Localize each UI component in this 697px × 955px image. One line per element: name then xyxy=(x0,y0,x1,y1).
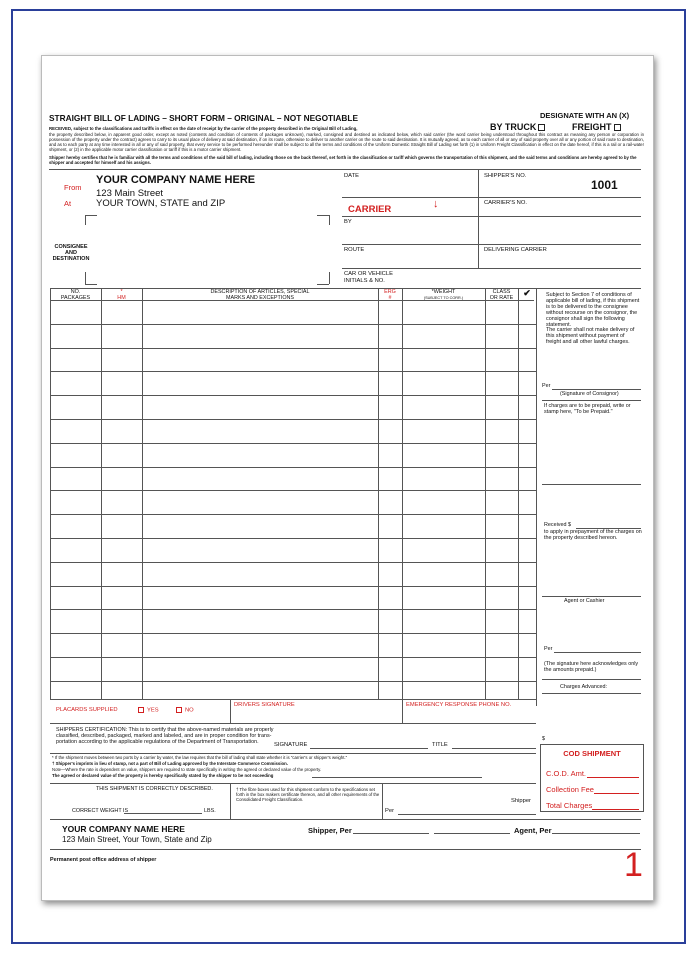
shipper-certifies: Shipper hereby certifies that he is familiar with all the terms and conditions of the said bill of lading, including those on the back thereof, set forth in the classification or tariff which governs the transportation of this shipment, and the said terms and conditions are hereby agreed to by the shipper and accepted for himself and his assigns. xyxy=(49,155,637,165)
yes-checkbox[interactable] xyxy=(138,707,144,713)
emergency-phone-label: EMERGENCY RESPONSE PHONE NO. xyxy=(406,702,512,708)
dollar-label: $ xyxy=(542,736,545,742)
by-label: BY xyxy=(344,219,352,225)
table-row-line xyxy=(50,657,536,658)
collection-fee-field[interactable] xyxy=(594,793,639,794)
table-row-line xyxy=(50,348,536,349)
placards-yes[interactable]: YES xyxy=(138,707,159,715)
cod-amount-label: C.O.D. Amt. xyxy=(546,769,587,778)
copy-number: 1 xyxy=(624,846,643,884)
title-label: TITLE xyxy=(432,742,448,748)
received-label: Received $ xyxy=(544,522,571,528)
prepaid-text: If charges are to be prepaid, write or stamp here, "To be Prepaid." xyxy=(544,403,631,415)
agent-per-label: Agent, Per xyxy=(514,826,552,835)
consignee-label: CONSIGNEE AND DESTINATION xyxy=(52,244,90,262)
table-row-line xyxy=(50,562,536,563)
table-column-line xyxy=(485,288,486,699)
shipper-street: 123 Main Street xyxy=(96,188,164,199)
table-column-line xyxy=(101,288,102,699)
table-row-line xyxy=(50,371,536,372)
by-truck-label: BY TRUCK xyxy=(490,122,537,132)
form-title: STRAIGHT BILL OF LADING – SHORT FORM – ORIGINAL – NOT NEGOTIABLE xyxy=(49,113,358,123)
table-row-line xyxy=(50,467,536,468)
col-erg: ERG # xyxy=(384,289,396,301)
carriers-no-label: CARRIER'S NO. xyxy=(484,200,527,206)
col-no-packages: NO. PACKAGES xyxy=(60,289,91,301)
shippers-no-label: SHIPPER'S NO. xyxy=(484,173,527,179)
table-row-line xyxy=(50,443,536,444)
table-row-line xyxy=(50,395,536,396)
cod-amount-field[interactable] xyxy=(587,777,639,778)
car-vehicle-label: CAR OR VEHICLE INITIALS & NO. xyxy=(344,271,393,284)
note-rate: Note—Where the rate is dependent on value, shippers are required to state specifically in writing the agreed or declared value of the property. xyxy=(52,767,322,772)
fibre-boxes-text: † The fibre boxes used for this shipment conform to the specifications set forth in the box makers certificate thereon, and all other requirements of the Consolidated Freight Classification. xyxy=(236,787,380,802)
table-row-line xyxy=(50,490,536,491)
by-truck-option[interactable] xyxy=(490,122,545,132)
shipper-label: Shipper xyxy=(511,798,531,804)
drivers-signature-label: DRIVERS SIGNATURE xyxy=(234,702,295,708)
total-charges-field[interactable] xyxy=(592,809,639,810)
placards-label: PLACARDS SUPPLIED xyxy=(56,707,118,713)
footer-company: YOUR COMPANY NAME HERE xyxy=(62,824,185,834)
total-charges-label: Total Charges xyxy=(546,801,593,810)
delivering-carrier-label: DELIVERING CARRIER xyxy=(484,247,547,253)
table-column-line xyxy=(378,288,379,699)
freight-label: FREIGHT xyxy=(572,122,612,132)
lbs-label: LBS. xyxy=(204,808,216,814)
route-label: ROUTE xyxy=(344,247,365,253)
col-description: DESCRIPTION OF ARTICLES, SPECIAL MARKS AND EXCEPTIONS xyxy=(210,289,310,301)
col-class: CLASS OR RATE xyxy=(489,289,514,301)
carrier-no-delivery-text: The carrier shall not make delivery of this shipment without payment of freight and all other lawful charges. xyxy=(546,327,635,345)
charges-advanced-label: Charges Advanced: xyxy=(560,684,608,690)
table-row-line xyxy=(50,538,536,539)
arrow-down-icon: ↓ xyxy=(433,198,439,210)
correct-weight-label: CORRECT WEIGHT IS xyxy=(72,808,129,814)
placards-no[interactable]: NO xyxy=(176,707,194,715)
note-water: * If the shipment moves between two ports by a carrier by water, the law requires that the bill of lading shall state whether it is "carrier's or shipper's weight." xyxy=(52,755,348,760)
section7-text: Subject to Section 7 of conditions of applicable bill of lading, if this shipment is to be delivered to the consignee without recourse on the consignor, the consignor shall sign the following statement. xyxy=(546,292,640,328)
table-column-line xyxy=(50,288,51,699)
shippers-certification: SHIPPERS CERTIFICATION: This is to certify that the above-named materials are properly classified, described, packaged, marked and labeled, and are in proper condition for trans- portation according to the applicable regulations of the Department of Transportation. xyxy=(56,727,274,745)
per2-label: Per xyxy=(544,646,553,652)
col-hm: * HM xyxy=(117,289,126,301)
table-row-line xyxy=(50,419,536,420)
table-row-line xyxy=(50,514,536,515)
carrier-label: CARRIER xyxy=(348,204,392,215)
table-column-line xyxy=(518,288,519,699)
designate-label: DESIGNATE WITH AN (X) xyxy=(540,111,630,120)
at-label: At xyxy=(64,199,72,208)
table-column-line xyxy=(142,288,143,699)
correctly-described: THIS SHIPMENT IS CORRECTLY DESCRIBED. xyxy=(96,786,213,792)
bill-of-lading-form xyxy=(41,55,654,901)
per-label: Per xyxy=(542,383,551,389)
signature-ack-text: (The signature here acknowledges only the amounts prepaid.) xyxy=(544,661,639,673)
no-checkbox[interactable] xyxy=(176,707,182,713)
table-row-line xyxy=(50,633,536,634)
footer-address: 123 Main Street, Your Town, State and Zip xyxy=(62,835,212,844)
table-column-line xyxy=(402,288,403,699)
shipper-per-label: Shipper, Per xyxy=(308,826,352,835)
note-declared-value: The agreed or declared value of the property is hereby specifically stated by the shipper to be not exceeding xyxy=(52,773,274,778)
shipper-company: YOUR COMPANY NAME HERE xyxy=(96,174,256,186)
signature-consignor-label: (Signature of Consignor) xyxy=(560,391,619,397)
collection-fee-label: Collection Fee xyxy=(546,785,594,794)
check-icon: ✔ xyxy=(523,288,531,298)
received-text: the property described below, in apparent good order, except as noted (contents and condition of contents of packages unknown), marked, consigned and destined as indicated below, which said carrier (the word carrier being understood throughout this contract as meaning any person or corporation in possession of the property under the contract) agrees to carry to its usual place of delivery at said destination, if on its route, otherwise to deliver to another carrier on the route to said destination. It is mutually agreed, as to each carrier of all or any of said property over all or any portion of said route to destination, and as to each party at any time interested in all or any of said property, that every service to be performed hereunder shall be subject to all the terms and conditions of the Uniform Domestic Straight Bill of Lading set forth (1) in Uniform Freight Classification in effect on the date hereof, if this is a rail or a rail-water shipment, or (2) in the applicable motor carrier classification or tariff if this is a motor carrier shipment. xyxy=(49,132,644,152)
signature-label: SIGNATURE xyxy=(274,742,308,748)
table-row-line xyxy=(50,681,536,682)
col-weight: *WEIGHT (SUBJECT TO CORR.) xyxy=(423,289,464,300)
cod-shipment-label: COD SHIPMENT xyxy=(563,749,621,758)
permanent-address-label: Permanent post office address of shipper xyxy=(50,857,157,863)
agent-cashier-label: Agent or Cashier xyxy=(564,598,605,604)
per-bottom-label: Per xyxy=(385,808,395,814)
freight-option[interactable] xyxy=(572,122,621,132)
apply-prepay-text: to apply in prepayment of the charges on the property described hereon. xyxy=(544,529,642,541)
freight-checkbox[interactable] xyxy=(614,124,621,131)
by-truck-checkbox[interactable] xyxy=(538,124,545,131)
table-row-line xyxy=(50,609,536,610)
table-row-line xyxy=(50,324,536,325)
date-label: DATE xyxy=(344,173,360,179)
shippers-no-value: 1001 xyxy=(591,178,618,192)
shipper-city: YOUR TOWN, STATE and ZIP xyxy=(96,198,226,209)
table-row-line xyxy=(50,586,536,587)
from-label: From xyxy=(64,183,82,192)
note-imprints: † Shipper's imprints in lieu of stamp, not a part of Bill of Lading approved by the Interstate Commerce Commission. xyxy=(52,761,288,766)
received-lead: RECEIVED, subject to the classifications and tariffs in effect on the date of receipt by the carrier of the property described in the Original Bill of Lading, xyxy=(49,126,358,131)
